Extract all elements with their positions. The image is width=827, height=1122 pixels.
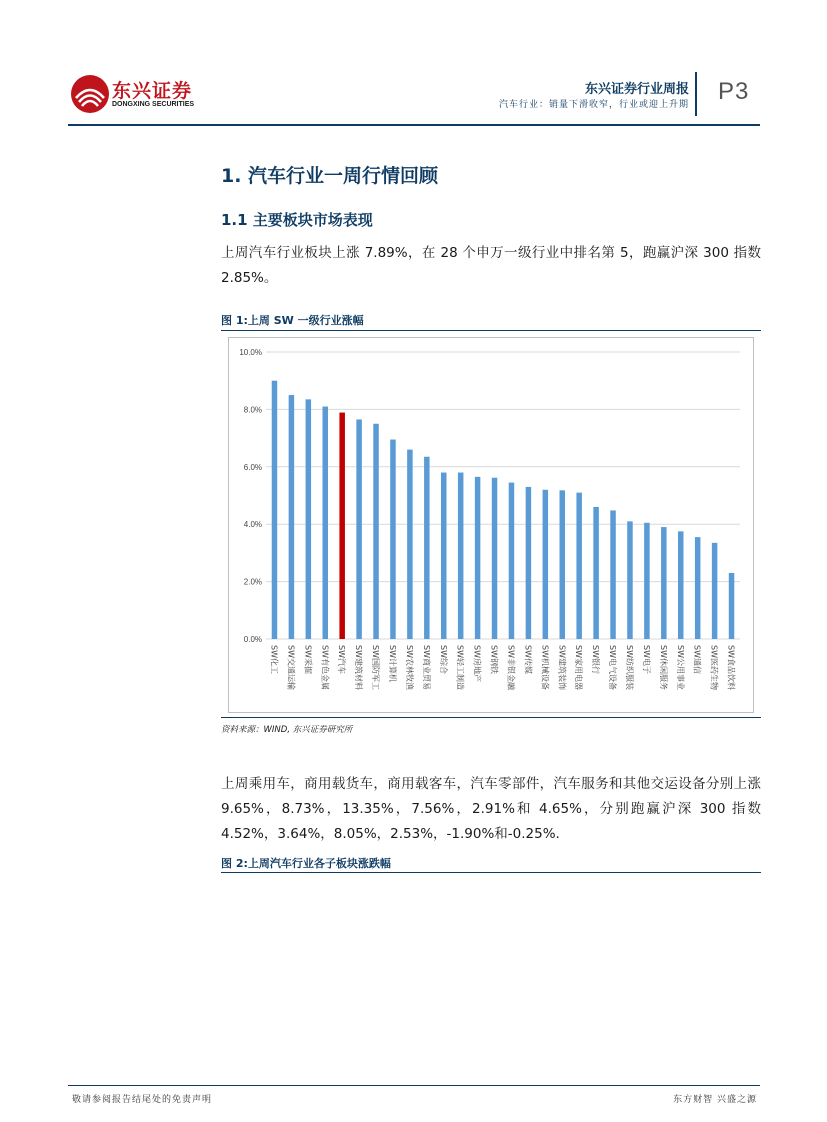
x-tick-label: SW传媒 xyxy=(523,645,533,674)
x-tick-label: SW综合 xyxy=(438,645,448,674)
bar xyxy=(576,493,582,639)
bar xyxy=(644,523,650,639)
bar xyxy=(306,399,312,639)
bar xyxy=(390,440,396,639)
bar xyxy=(323,407,329,639)
x-tick-label: SW非银金融 xyxy=(506,645,516,690)
subsection-heading: 1.1 主要板块市场表现 xyxy=(221,211,373,229)
x-tick-label: SW钢铁 xyxy=(489,645,499,674)
x-tick-label: SW家用电器 xyxy=(574,645,584,690)
figure2-caption: 图 2:上周汽车行业各子板块涨跌幅 xyxy=(221,857,391,870)
x-tick-label: SW有色金属 xyxy=(320,645,330,690)
bar xyxy=(729,573,735,639)
bar xyxy=(339,413,345,639)
bar xyxy=(712,543,718,639)
x-tick-label: SW商业贸易 xyxy=(421,645,431,690)
logo-text-en: DONGXING SECURITIES xyxy=(112,101,195,108)
bar xyxy=(475,477,481,639)
x-tick-label: SW汽车 xyxy=(337,645,347,674)
bar xyxy=(543,490,549,639)
footer-rule xyxy=(68,1085,760,1086)
bar xyxy=(610,510,616,639)
industry-gain-bar-chart xyxy=(228,337,754,713)
bar xyxy=(458,473,464,639)
paragraph-industry-performance: 上周汽车行业板块上涨 7.89%，在 28 个申万一级行业中排名第 5，跑赢沪深 300 指数 2.85%。 xyxy=(221,245,761,286)
x-tick-label: SW通信 xyxy=(692,645,702,674)
y-tick-label: 0.0% xyxy=(243,635,262,644)
bar xyxy=(526,487,532,639)
x-tick-label: SW计算机 xyxy=(387,645,397,682)
bar xyxy=(407,450,413,639)
x-tick-label: SW轻工制造 xyxy=(455,645,465,690)
logo-emblem-icon xyxy=(70,74,110,114)
bar xyxy=(441,473,447,639)
x-tick-label: SW交通运输 xyxy=(286,645,296,690)
x-tick-label: SW建筑装饰 xyxy=(557,645,567,690)
x-tick-label: SW银行 xyxy=(591,645,601,674)
x-tick-label: SW房地产 xyxy=(472,645,482,682)
x-tick-label: SW公用事业 xyxy=(675,645,685,690)
section-heading: 1. 汽车行业一周行情回顾 xyxy=(221,165,439,187)
header-rule xyxy=(68,124,760,126)
y-tick-label: 6.0% xyxy=(243,462,262,472)
bar xyxy=(356,419,362,639)
bar xyxy=(424,457,430,639)
x-tick-label: SW化工 xyxy=(269,645,279,674)
bar xyxy=(695,537,701,639)
x-tick-label: SW食品饮料 xyxy=(726,645,736,690)
figure2-rule xyxy=(221,872,761,873)
x-tick-label: SW医药生物 xyxy=(709,645,719,690)
x-tick-label: SW采掘 xyxy=(303,645,313,674)
paragraph-subsector-performance: 上周乘用车，商用载货车，商用载客车，汽车零部件，汽车服务和其他交运设备分别上涨 9.65%，8.73%，13.35%，7.56%，2.91%和 4.65%，分别跑赢沪深 300 指数 4.52%，3.64%，8.05%，2.53%，-1.90%和-0.25%. xyxy=(221,776,761,842)
y-tick-label: 4.0% xyxy=(243,520,262,530)
bar xyxy=(661,527,667,639)
figure1-top-rule xyxy=(221,330,761,331)
bar xyxy=(509,483,515,639)
y-tick-label: 10.0% xyxy=(239,348,262,357)
footer-disclaimer: 敬请参阅报告结尾处的免责声明 xyxy=(72,1095,213,1105)
figure1-bottom-rule xyxy=(221,717,761,718)
report-subtitle: 汽车行业：销量下滑收窄，行业或迎上升期 xyxy=(498,100,689,110)
x-tick-label: SW国防军工 xyxy=(371,645,381,690)
bar xyxy=(373,424,379,639)
bar xyxy=(272,381,278,639)
header-divider xyxy=(695,72,697,116)
x-tick-label: SW农林牧渔 xyxy=(404,645,414,690)
figure1-source: 资料来源：WIND, 东兴证券研究所 xyxy=(221,725,353,735)
y-tick-label: 2.0% xyxy=(243,577,262,587)
bar xyxy=(492,478,498,639)
figure1-caption: 图 1:上周 SW 一级行业涨幅 xyxy=(221,314,364,327)
bar xyxy=(289,395,295,639)
x-tick-label: SW电气设备 xyxy=(608,645,618,690)
footer-slogan: 东方财智 兴盛之源 xyxy=(673,1095,757,1105)
company-logo xyxy=(70,74,200,116)
y-tick-label: 8.0% xyxy=(243,405,262,415)
x-tick-label: SW电子 xyxy=(641,645,651,674)
x-tick-label: SW建筑材料 xyxy=(354,645,364,690)
bar xyxy=(593,507,599,639)
logo-text-cn: 东兴证券 xyxy=(112,80,193,102)
bar xyxy=(560,490,566,639)
x-tick-label: SW纺织服装 xyxy=(624,645,634,690)
bar xyxy=(627,521,633,639)
bar xyxy=(678,531,684,639)
x-tick-label: SW机械设备 xyxy=(540,645,550,690)
page-number: P3 xyxy=(718,78,750,105)
report-type: 东兴证券行业周报 xyxy=(584,82,689,97)
x-tick-label: SW休闲服务 xyxy=(658,645,668,690)
